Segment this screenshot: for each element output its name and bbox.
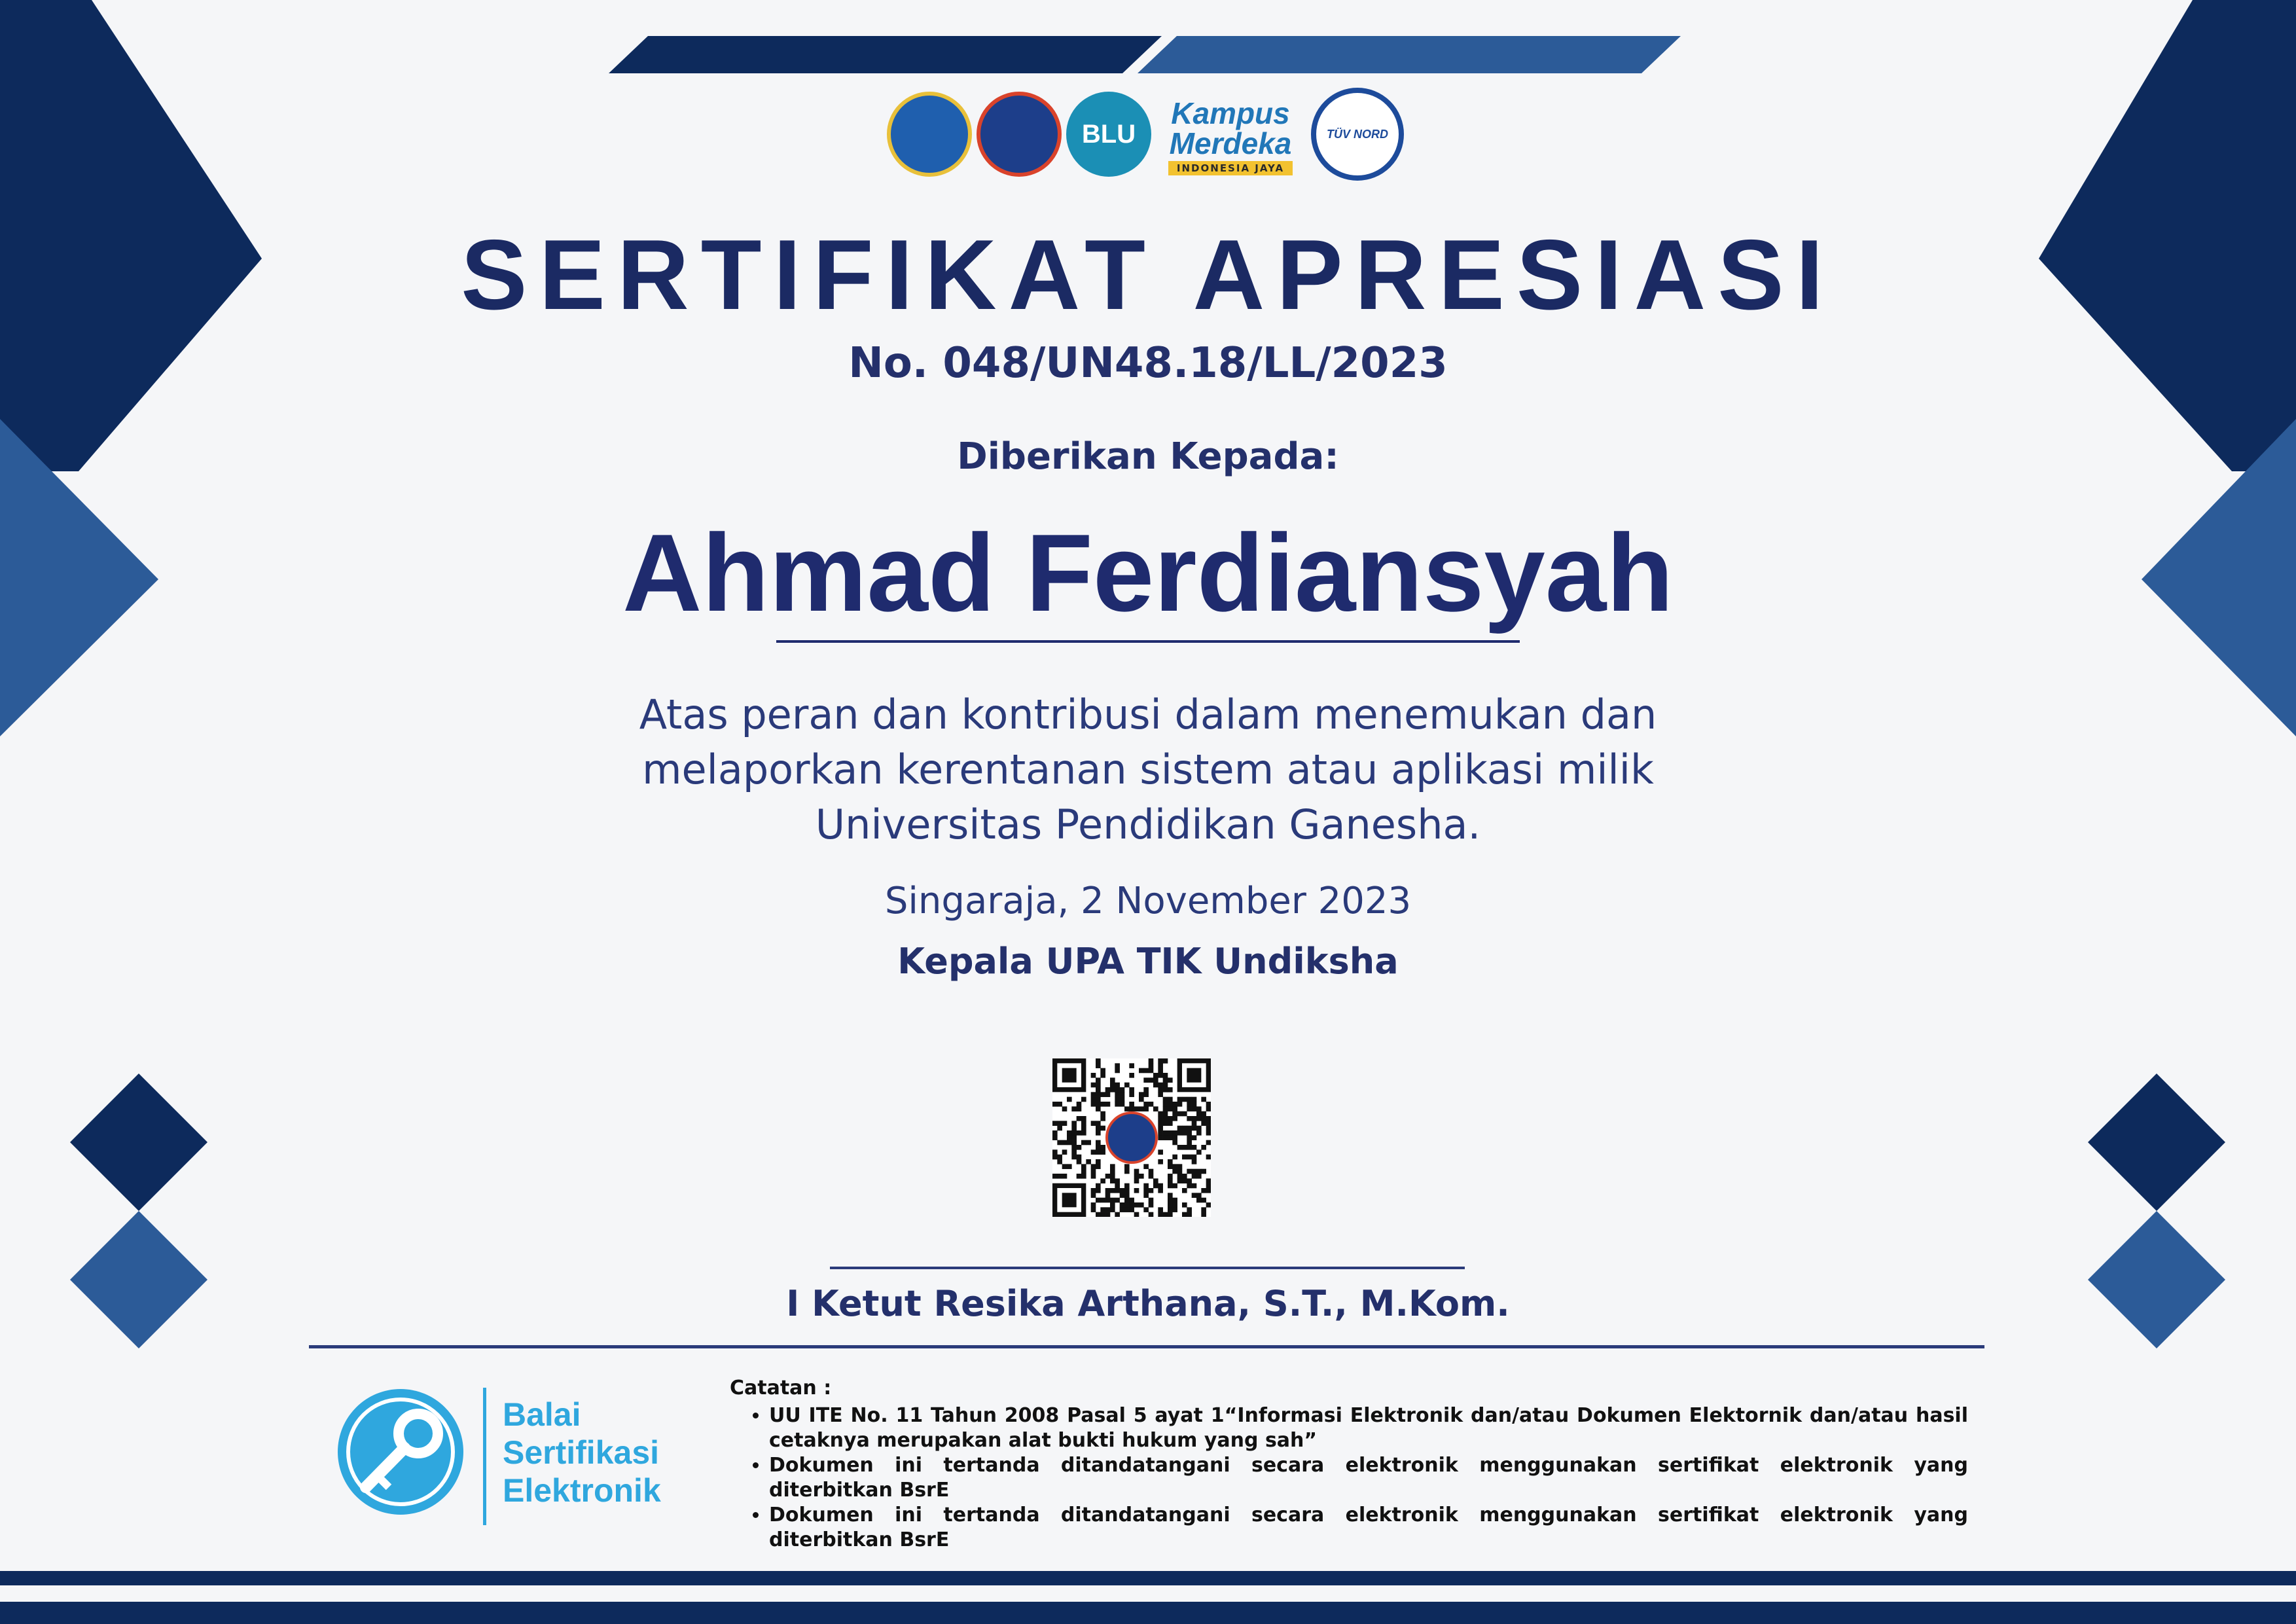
notes-heading: Catatan :: [730, 1377, 832, 1399]
left-small-diamond-light: [70, 1211, 207, 1348]
left-small-diamond-dark: [70, 1074, 207, 1211]
logo-row: [887, 92, 1410, 183]
bsre-divider: [483, 1388, 486, 1525]
qr-code: [1052, 1058, 1211, 1217]
tuv-nord-logo: TÜV NORD: [1311, 88, 1404, 181]
qr-code-graphic: [1052, 1058, 1211, 1217]
description-line: melaporkan kerentanan sistem atau aplikasi milik: [642, 746, 1654, 793]
description-line: Atas peran dan kontribusi dalam menemukan dan: [639, 691, 1657, 738]
place-date: Singaraja, 2 November 2023: [884, 880, 1412, 922]
certificate-number: No. 048/UN48.18/LL/2023: [848, 339, 1448, 388]
right-small-diamond-light: [2088, 1211, 2225, 1348]
notes-section: [730, 1376, 1968, 1553]
description-line: Universitas Pendidikan Ganesha.: [815, 801, 1481, 848]
note-item: • Dokumen ini tertanda ditandatangani secara elektronik menggunakan sertifikat elektronik yang diterbitkan BsrE: [769, 1453, 1968, 1503]
qr-center-logo: [1107, 1113, 1157, 1163]
name-underline: [776, 640, 1520, 643]
note-item: • UU ITE No. 11 Tahun 2008 Pasal 5 ayat 1“Informasi Elektronik dan/atau Dokumen Elektornik dan/atau hasil cetaknya merupakan alat bukti hukum yang sah”: [769, 1403, 1968, 1453]
signature-line: [830, 1267, 1465, 1269]
signer-name: I Ketut Resika Arthana, S.T., M.Kom.: [786, 1283, 1510, 1324]
certificate-description: [543, 687, 1753, 852]
right-small-diamond-dark: [2088, 1074, 2225, 1211]
bottom-band-bottom: [0, 1602, 2296, 1624]
bsre-key-logo: [336, 1388, 465, 1516]
tut-wuri-handayani-logo: [887, 92, 972, 177]
kampus-merdeka-logo: Kampus Merdeka INDONESIA JAYA: [1169, 96, 1292, 174]
note-item: • Dokumen ini tertanda ditandatangani secara elektronik menggunakan sertifikat elektronik yang diterbitkan BsrE: [769, 1503, 1968, 1553]
notes-list: [730, 1403, 1968, 1553]
blu-logo: BLU: [1066, 92, 1151, 177]
recipient-name: Ahmad Ferdiansyah: [622, 511, 1674, 634]
footer-divider: [309, 1345, 1984, 1348]
top-stripe-light: [1138, 36, 1681, 73]
certificate-title: SERTIFIKAT APRESIASI: [461, 219, 1835, 331]
undiksha-logo: [977, 92, 1062, 177]
bsre-wordmark: Balai Sertifikasi Elektronik: [503, 1396, 661, 1509]
top-stripe-dark: [609, 36, 1162, 73]
given-to-label: Diberikan Kepada:: [957, 435, 1339, 478]
bottom-band-top: [0, 1571, 2296, 1585]
signer-position: Kepala UPA TIK Undiksha: [897, 941, 1399, 982]
